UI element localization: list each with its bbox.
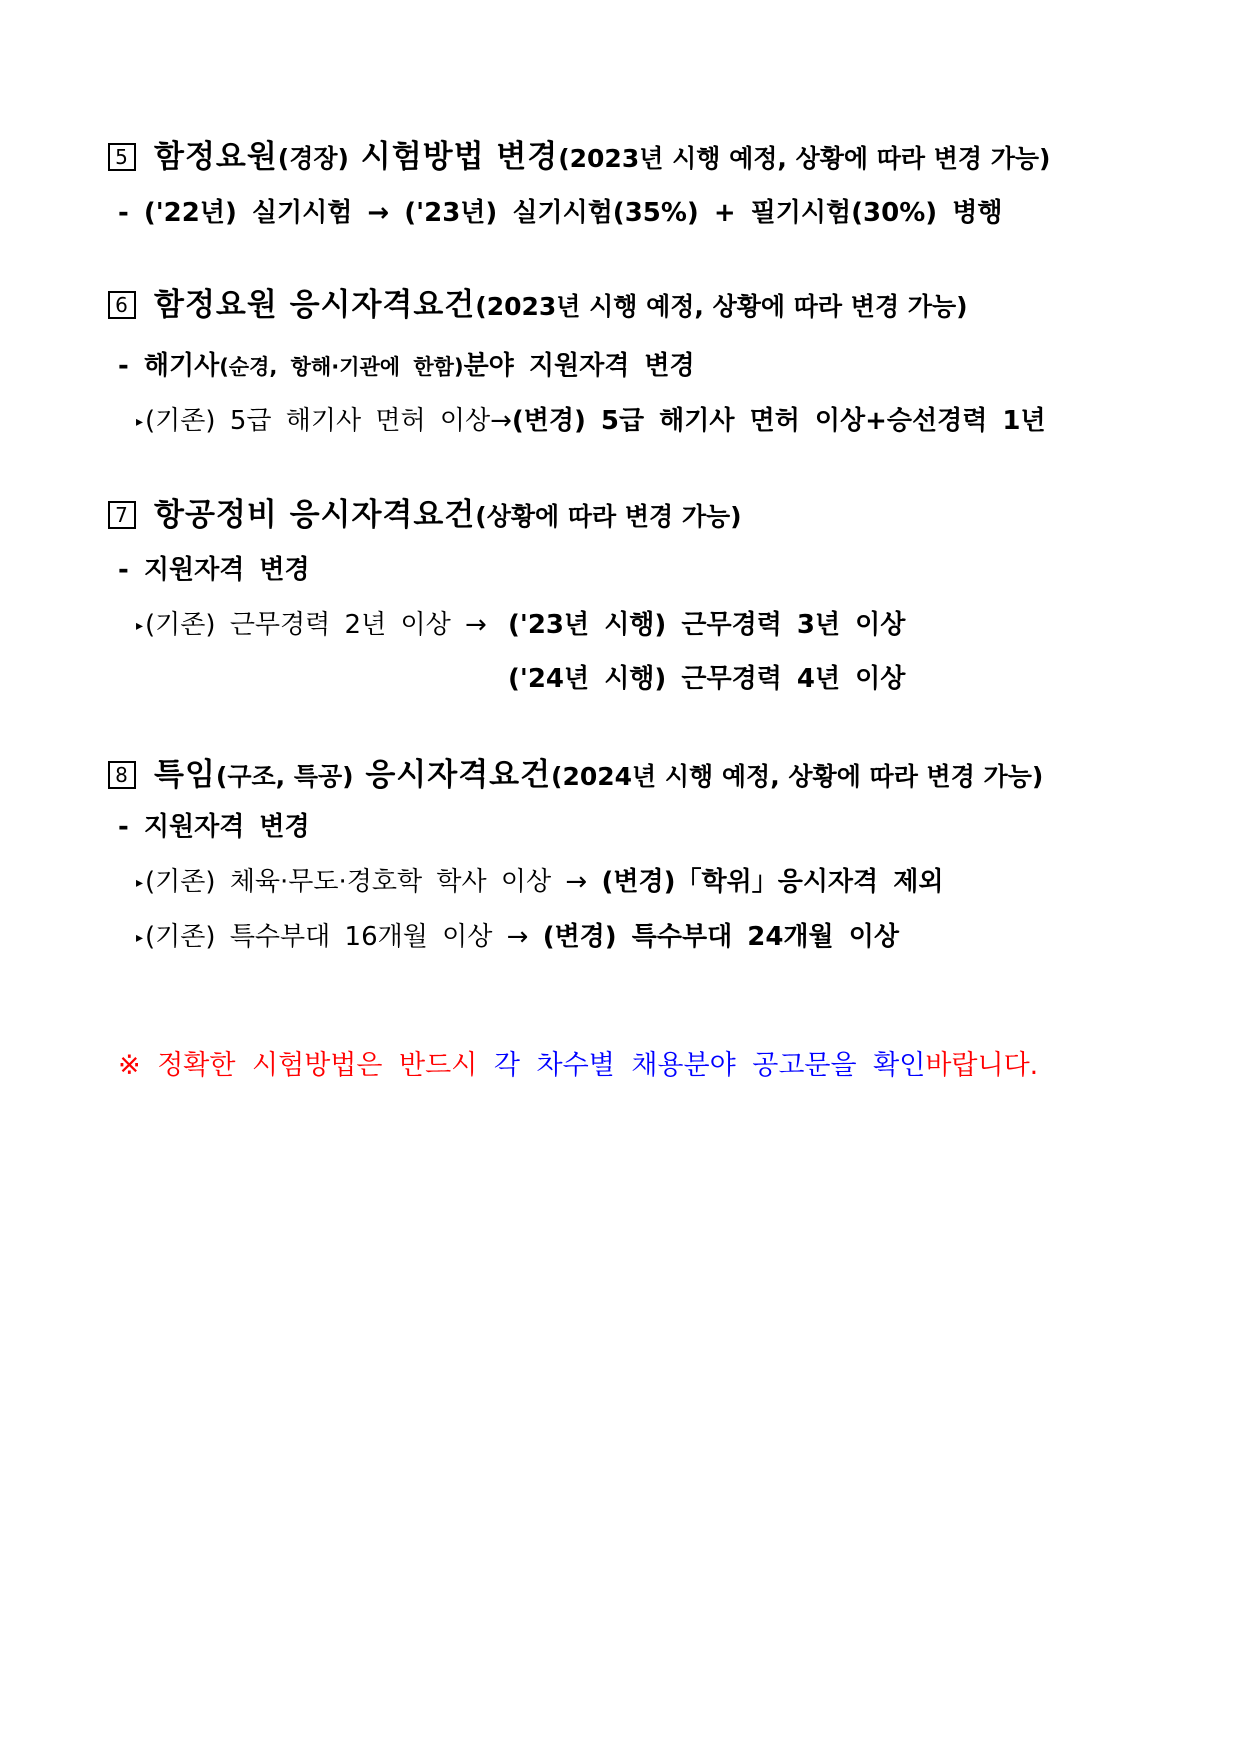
section-6-detail [118, 353, 695, 379]
section-7-title-note: (상황에 따라 변경 가능) [475, 502, 742, 531]
section-6-detail-prefix: - 해기사 [118, 351, 220, 381]
notice-part-3: 바랍니다. [925, 1050, 1039, 1081]
section-number-8: 8 [108, 761, 136, 789]
section-number-7: 7 [108, 501, 136, 529]
section-8-title-note: (2024년 시행 예정, 상황에 따라 변경 가능) [551, 762, 1044, 791]
bullet-triangle-icon: ▸ [136, 414, 144, 430]
section-7-bullet [136, 612, 487, 638]
section-5-heading [108, 139, 1051, 175]
section-7-detail: - 지원자격 변경 [118, 555, 310, 585]
bullet-triangle-icon: ▸ [136, 930, 144, 946]
section-8-detail: - 지원자격 변경 [118, 812, 310, 842]
section-5-title: 함정요원 [154, 139, 278, 175]
section-7-bullet-new-2 [508, 666, 905, 692]
section-8-bullet-1 [136, 869, 943, 895]
section-6-detail-paren: (순경, 항해·기관에 한함) [219, 355, 464, 379]
section-8-bullet-1-old: (기존) 체육·무도·경호학 학사 이상 → [145, 867, 588, 897]
section-8-title-paren: (구조, 특공) [215, 762, 354, 791]
section-8-bullet-1-new: (변경)「학위」응시자격 제외 [601, 867, 944, 897]
section-6-detail-rest: 분야 지원자격 변경 [463, 351, 695, 381]
section-8-heading [108, 757, 1044, 793]
section-7-heading [108, 497, 742, 533]
section-7-bullet-new-2-text: ('24년 시행) 근무경력 4년 이상 [508, 664, 906, 694]
section-6-title-note: (2023년 시행 예정, 상황에 따라 변경 가능) [475, 292, 968, 321]
bullet-triangle-icon: ▸ [136, 875, 144, 891]
section-8-bullet-2 [136, 924, 899, 950]
section-8-title-rest: 응시자격요건 [353, 757, 552, 793]
section-5-detail: - ('22년) 실기시험 → ('23년) 실기시험(35%) + 필기시험(30%) 병행 [118, 198, 1003, 228]
section-number-6: 6 [108, 291, 136, 319]
section-7-bullet-new-1 [508, 612, 905, 638]
section-number-5: 5 [108, 143, 136, 171]
notice-part-2: 각 차수별 채용분야 공고문을 확인 [493, 1050, 926, 1081]
exam-notice [118, 1052, 1038, 1079]
section-5-title-note: (2023년 시행 예정, 상황에 따라 변경 가능) [558, 144, 1051, 173]
section-8-title: 특임 [154, 757, 216, 793]
section-7-title: 항공정비 응시자격요건 [154, 497, 476, 533]
notice-part-1: ※ 정확한 시험방법은 반드시 [118, 1050, 494, 1081]
section-6-bullet-new: (변경) 5급 해기사 면허 이상+승선경력 1년 [511, 406, 1046, 436]
section-7-bullet-old: (기존) 근무경력 2년 이상 → [145, 610, 487, 640]
section-6-title: 함정요원 응시자격요건 [154, 287, 476, 323]
section-5-title-paren: (경장) [277, 144, 349, 173]
section-8-bullet-2-new: (변경) 특수부대 24개월 이상 [542, 922, 899, 952]
section-8-bullet-2-old: (기존) 특수부대 16개월 이상 → [145, 922, 529, 952]
section-7-bullet-new-1-text: ('23년 시행) 근무경력 3년 이상 [508, 610, 906, 640]
section-5-title-rest: 시험방법 변경 [348, 139, 559, 175]
bullet-triangle-icon: ▸ [136, 618, 144, 634]
section-6-heading [108, 287, 968, 323]
section-6-bullet-old: (기존) 5급 해기사 면허 이상→ [145, 406, 512, 436]
section-6-bullet [136, 408, 1046, 434]
